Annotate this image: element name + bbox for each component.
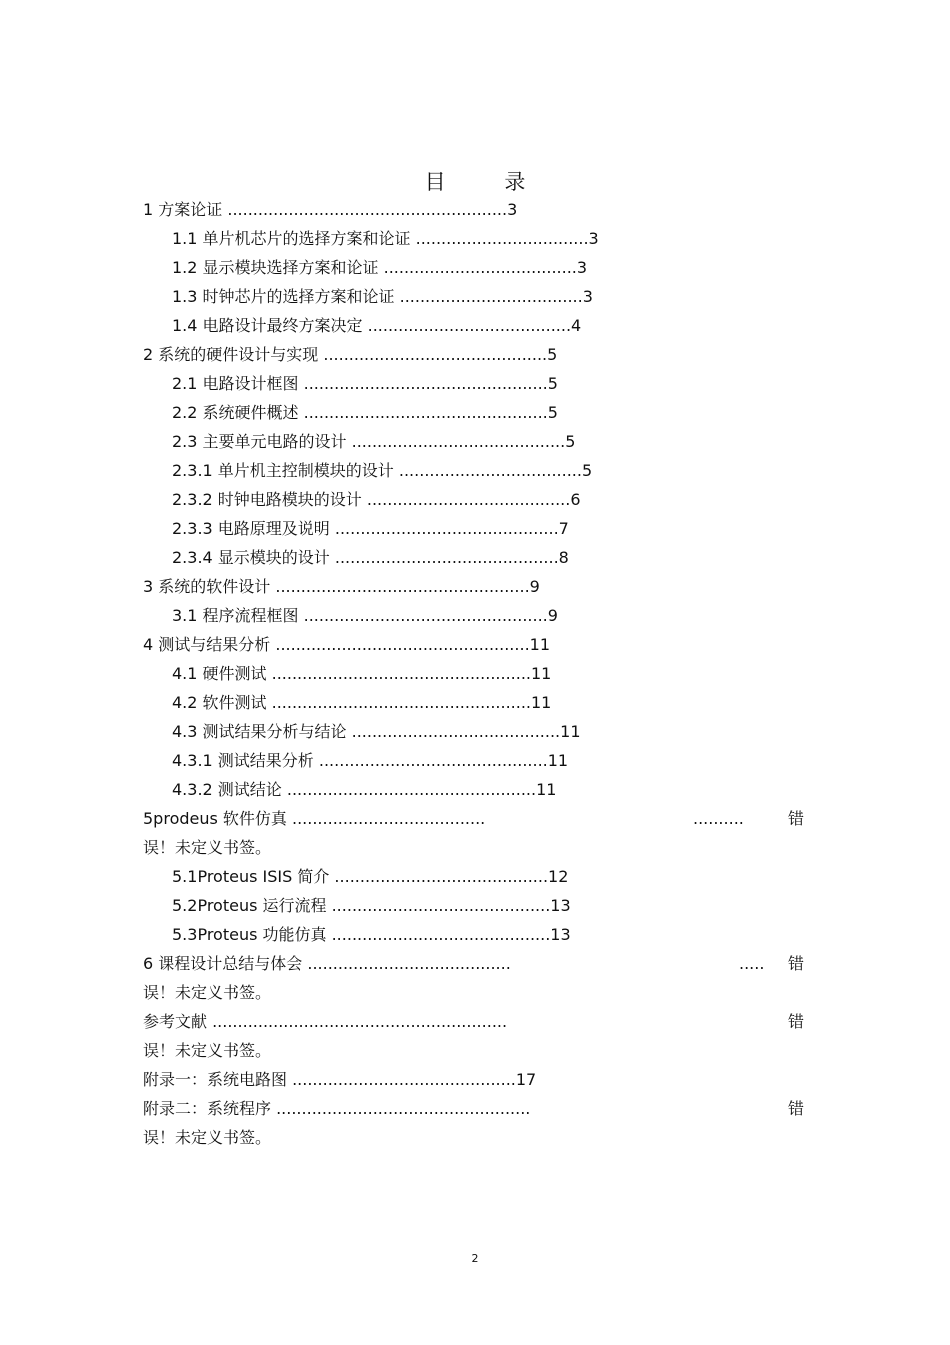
toc-error: 错 xyxy=(788,954,805,973)
toc-error: 误！未定义书签。 xyxy=(143,1128,272,1147)
toc-entry[interactable]: 6 课程设计总结与体会 ........................................ xyxy=(143,954,511,973)
toc-entry[interactable]: 5.2Proteus 运行流程 ...........................................13 xyxy=(172,896,571,915)
toc-entry[interactable]: 2.3.4 显示模块的设计 ............................................8 xyxy=(172,548,569,567)
toc-error: 误！未定义书签。 xyxy=(143,1041,272,1060)
toc-entry[interactable]: 附录一：系统电路图 ............................................17 xyxy=(143,1070,537,1089)
toc-entry[interactable]: 参考文献 .......................................................... xyxy=(143,1012,508,1031)
toc-entry[interactable]: 4.2 软件测试 ...................................................11 xyxy=(172,693,552,712)
toc-entry[interactable]: 3.1 程序流程框图 ................................................9 xyxy=(172,606,558,625)
toc-leader: ..... xyxy=(739,954,765,973)
toc-title: 目 录 xyxy=(424,170,552,194)
toc-error: 误！未定义书签。 xyxy=(143,983,272,1002)
toc-leader: .......... xyxy=(693,809,744,828)
toc-entry[interactable]: 1.3 时钟芯片的选择方案和论证 ....................................3 xyxy=(172,287,593,306)
toc-entry[interactable]: 4.1 硬件测试 ...................................................11 xyxy=(172,664,552,683)
toc-error: 错 xyxy=(788,809,805,828)
toc-entry[interactable]: 2.3.1 单片机主控制模块的设计 ....................................5 xyxy=(172,461,593,480)
toc-entry[interactable]: 2.3.2 时钟电路模块的设计 ........................................6 xyxy=(172,490,581,509)
toc-entry[interactable]: 2.3 主要单元电路的设计 ..........................................5 xyxy=(172,432,576,451)
toc-entry[interactable]: 2.1 电路设计框图 ................................................5 xyxy=(172,374,558,393)
toc-entry[interactable]: 附录二：系统程序 .................................................. xyxy=(143,1099,531,1118)
toc-entry[interactable]: 2.2 系统硬件概述 ................................................5 xyxy=(172,403,558,422)
page-number: 2 xyxy=(471,1252,479,1265)
toc-error: 误！未定义书签。 xyxy=(143,838,272,857)
toc-entry[interactable]: 5.3Proteus 功能仿真 ...........................................13 xyxy=(172,925,571,944)
toc-entry[interactable]: 1.1 单片机芯片的选择方案和论证 ..................................3 xyxy=(172,229,599,248)
toc-entry[interactable]: 3 系统的软件设计 ..................................................9 xyxy=(143,577,540,596)
toc-entry[interactable]: 2 系统的硬件设计与实现 ............................................5 xyxy=(143,345,558,364)
toc-entry[interactable]: 4 测试与结果分析 ..................................................11 xyxy=(143,635,551,654)
toc-error: 错 xyxy=(788,1012,805,1031)
toc-entry[interactable]: 2.3.3 电路原理及说明 ............................................7 xyxy=(172,519,569,538)
toc-entry[interactable]: 1.2 显示模块选择方案和论证 ......................................3 xyxy=(172,258,588,277)
toc-entry[interactable]: 5prodeus 软件仿真 ...................................... xyxy=(143,809,486,828)
toc-entry[interactable]: 5.1Proteus ISIS 简介 ..........................................12 xyxy=(172,867,569,886)
toc-entry[interactable]: 4.3.2 测试结论 .................................................11 xyxy=(172,780,557,799)
toc-entry[interactable]: 4.3.1 测试结果分析 .............................................11 xyxy=(172,751,569,770)
toc-entry[interactable]: 1.4 电路设计最终方案决定 ........................................4 xyxy=(172,316,582,335)
toc-entry[interactable]: 4.3 测试结果分析与结论 .........................................11 xyxy=(172,722,581,741)
toc-error: 错 xyxy=(788,1099,805,1118)
toc-entry[interactable]: 1 方案论证 .......................................................3 xyxy=(143,200,518,219)
